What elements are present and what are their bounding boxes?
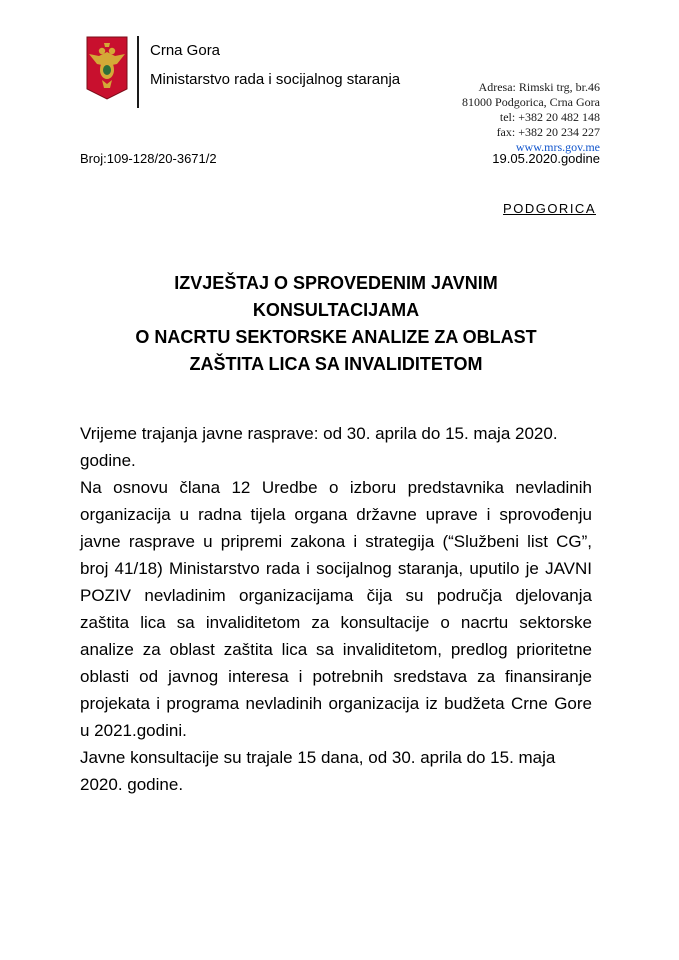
address-block — [462, 80, 600, 155]
document-body — [80, 420, 592, 798]
title-line: KONSULTACIJAMA — [252, 300, 420, 320]
coat-of-arms-icon — [85, 36, 129, 100]
title-line: ZAŠTITA LICA SA INVALIDITETOM — [189, 354, 483, 374]
paragraph-legal-basis: Na osnovu člana 12 Uredbe o izboru predstavnika nevladinih organizacija u radna tijela organa državne uprave i sprovođenju javne rasprave u pripremi zakona i strategija (“Službeni list CG”, broj 41/18) Ministarstvo rada i socijalnog staranja, uputilo je JAVNI POZIV nevladinim organizacijama čija su područja djelovanja zaštita lica sa invaliditetom za konsultacije o nacrtu sektorske analize za oblast zaštita lica sa invaliditetom, predlog prioritetne oblasti od javnog interesa i potrebnih sredstava za finansiranje projekata i programa nevladinih organizacija iz budžeta Crne Gore u 2021.godini. — [80, 478, 592, 740]
address-line: Adresa: Rimski trg, br.46 — [478, 80, 600, 94]
document-number: Broj:109-128/20-3671/2 — [80, 151, 217, 166]
organization-block — [150, 42, 400, 89]
document-title — [80, 270, 592, 378]
country-name: Crna Gora — [150, 42, 221, 59]
header-divider — [137, 36, 139, 108]
paragraph-duration: Vrijeme trajanja javne rasprave: od 30. aprila do 15. maja 2020. godine. — [80, 424, 558, 470]
address-line: 81000 Podgorica, Crna Gora — [462, 95, 600, 109]
paragraph-consultation-period: Javne konsultacije su trajale 15 dana, od 30. aprila do 15. maja 2020. godine. — [80, 748, 556, 794]
title-line: O NACRTU SEKTORSKE ANALIZE ZA OBLAST — [135, 327, 537, 347]
title-line: IZVJEŠTAJ O SPROVEDENIM JAVNIM — [174, 273, 498, 293]
phone-line: tel: +382 20 482 148 — [499, 110, 600, 124]
document-city: PODGORICA — [503, 201, 596, 216]
ministry-name: Ministarstvo rada i socijalnog staranja — [150, 71, 401, 88]
document-date: 19.05.2020.godine — [492, 151, 600, 166]
website-link[interactable]: www.mrs.gov.me — [515, 140, 600, 154]
fax-line: fax: +382 20 234 227 — [496, 125, 600, 139]
